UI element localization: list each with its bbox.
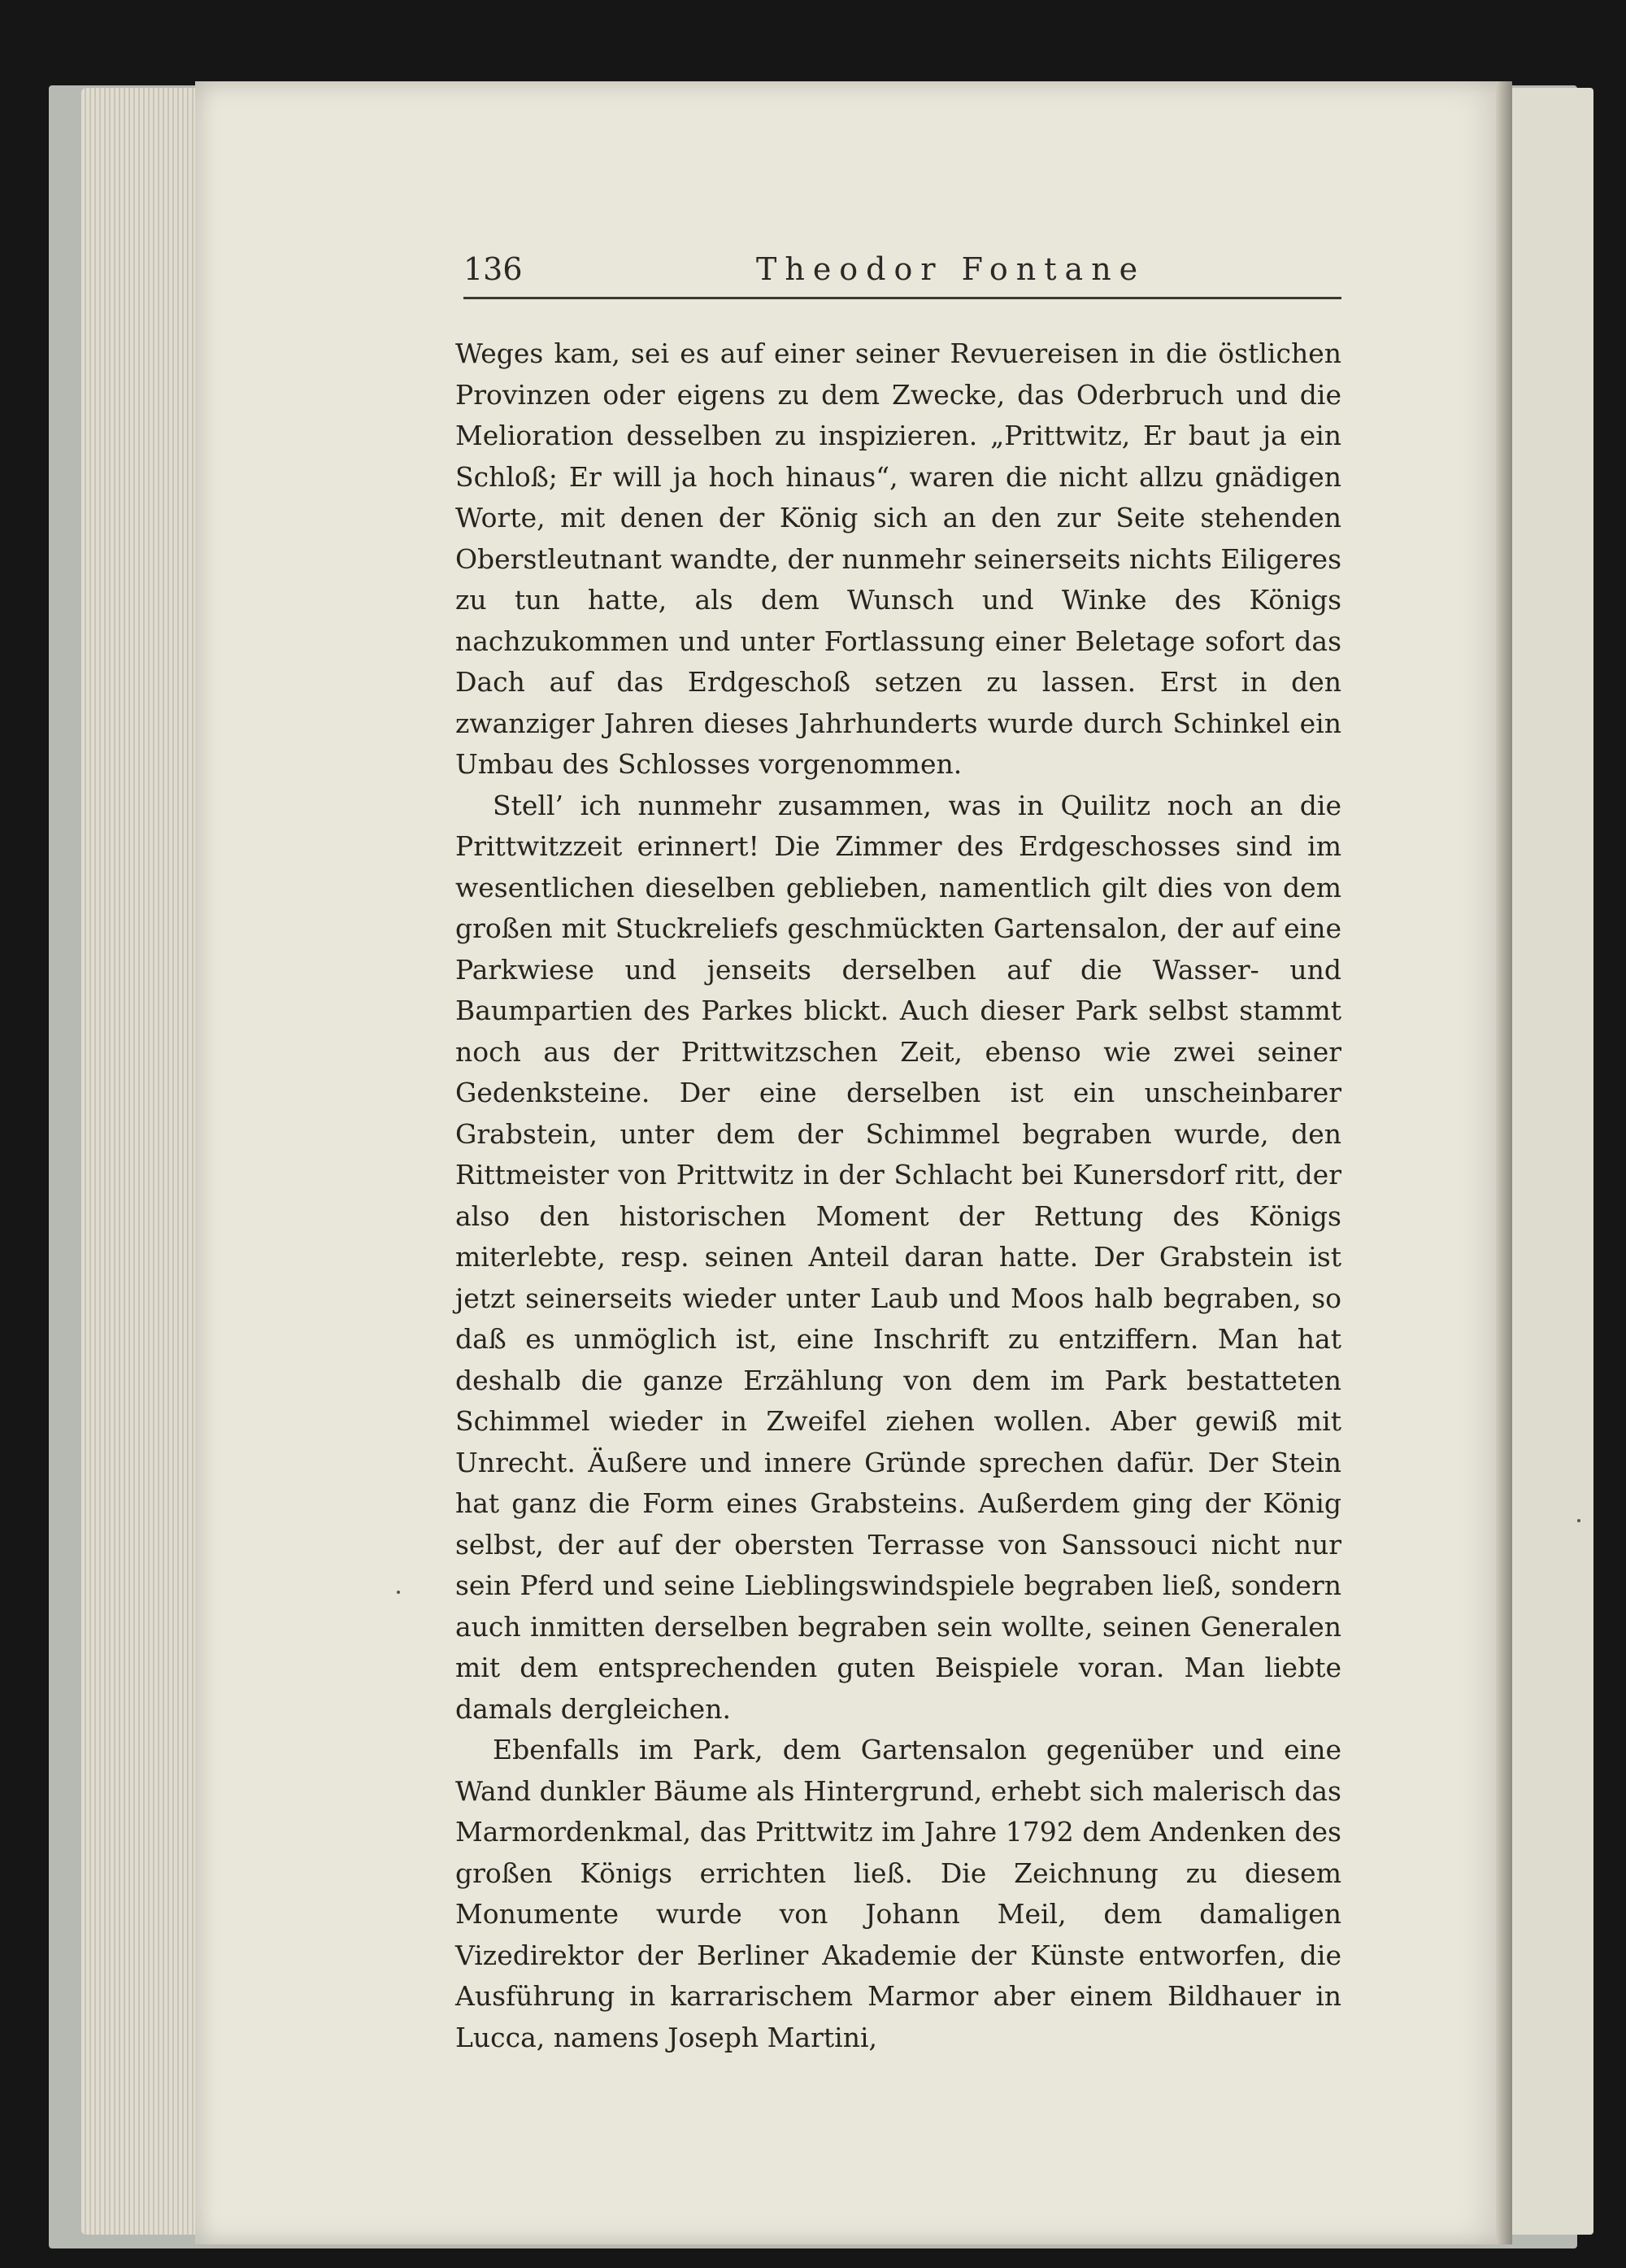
paper-speck [1577,1519,1580,1522]
page-header [463,248,1341,299]
page-number: 136 [463,251,523,287]
page-edges [81,88,203,2235]
paragraph: Ebenfalls im Park, dem Gartensalon gegenüber und eine Wand dunkler Bäume als Hintergrund, erhebt sich malerisch das Marmordenkmal, das Prittwitz im Jahre 1792 dem Andenken des großen Königs errichten ließ. Die Zeichnung zu diesem Monumente wurde von Johann Meil, dem damaligen Vizedirektor der Berliner Akademie der Künste entworfen, die Ausführung in karrarischem Marmor aber einem Bildhauer in Lucca, namens Joseph Martini, [455,1734,1341,2053]
paragraph: Stell’ ich nunmehr zusammen, was in Quilitz noch an die Prittwitzzeit erinnert! Die Zimmer des Erdgeschosses sind im wesentlichen dieselben geblieben, namentlich gilt dies von dem großen mit Stuckreliefs geschmückten Gartensalon, der auf eine Parkwiese und jenseits derselben auf die Wasser- und Baumpartien des Parkes blickt. Auch dieser Park selbst stammt noch aus der Prittwitzschen Zeit, ebenso wie zwei seiner Gedenksteine. Der eine derselben ist ein unscheinbarer Grabstein, unter dem der Schimmel begraben wurde, den Rittmeister von Prittwitz in der Schlacht bei Kunersdorf ritt, der also den historischen Moment der Rettung des Königs miterlebte, resp. seinen Anteil daran hatte. Der Grabstein ist jetzt seinerseits wieder unter Laub und Moos halb begraben, so daß es unmöglich ist, eine Inschrift zu entziffern. Man hat deshalb die ganze Erzählung von dem im Park bestatteten Schimmel wieder in Zweifel ziehen wollen. Aber gewiß mit Unrecht. Äußere und innere Gründe sprechen dafür. Der Stein hat ganz die Form eines Grabsteins. Außerdem ging der König selbst, der auf der obersten Terrasse von Sanssouci nicht nur sein Pferd und seine Lieblingswindspiele begraben ließ, sondern auch inmitten derselben begraben sein wollte, seinen Generalen mit dem entsprechenden guten Beispiele voran. Man liebte damals dergleichen. [455,789,1341,1725]
paragraph: Weges kam, sei es auf einer seiner Revuereisen in die östlichen Provinzen oder eigens zu dem Zwecke, das Oderbruch und die Melioration desselben zu inspizieren. „Prittwitz, Er baut ja ein Schloß; Er will ja hoch hinaus“, waren die nicht allzu gnädigen Worte, mit denen der König sich an den zur Seite stehenden Oberstleutnant wandte, der nunmehr seinerseits nichts Eiligeres zu tun hatte, als dem Wunsch und Winke des Königs nachzukommen und unter Fortlassung einer Beletage sofort das Dach auf das Erdgeschoß setzen zu lassen. Erst in den zwanziger Jahren dieses Jahrhunderts wurde durch Schinkel ein Umbau des Schlosses vorgenommen. [455,337,1341,780]
body-text [455,333,1341,2058]
paper-speck [397,1591,400,1594]
running-title: Theodor Fontane [756,251,1146,287]
facing-page-edge [1512,88,1593,2235]
book-gutter [1496,81,1512,2244]
